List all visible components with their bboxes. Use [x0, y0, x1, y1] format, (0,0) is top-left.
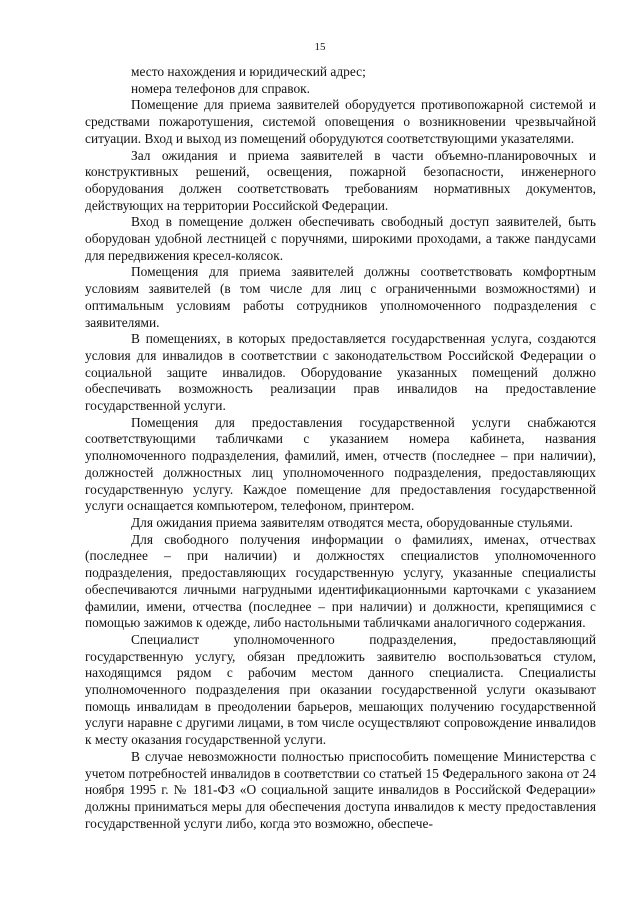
paragraph: Помещение для приема заявителей оборудуется противопожарной системой и средствами пожаротушения, системой оповещения о возникновении чрезвычайной ситуации. Вход и выход из помещений оборудуются соответствующими указателями.: [85, 97, 596, 146]
paragraph: Для свободного получения информации о фамилиях, именах, отчествах (последнее – при наличии) и должностях специалистов уполномоченного подразделения, предоставляющих государственную услугу, указанные специалисты обеспечиваются личными нагрудными идентификационными карточками с указанием фамилии, имени, отчества (последнее – при наличии) и должности, крепящимися с помощью зажимов к одежде, либо настольными табличками аналогичного содержания.: [85, 531, 596, 631]
paragraph: Помещения для предоставления государственной услуги снабжаются соответствующими табличками с указанием номера кабинета, названия уполномоченного подразделения, фамилий, имен, отчеств (последнее – при наличии), должностей должностных лиц уполномоченного подразделения, предоставляющих государственную услугу. Каждое помещение для предоставления государственной услуги оснащается компьютером, телефоном, принтером.: [85, 414, 596, 514]
paragraph: номера телефонов для справок.: [131, 80, 311, 96]
paragraph: Помещения для приема заявителей должны соответствовать комфортным условиям заявителей (в том числе для лиц с ограниченными возможностями) и оптимальным условиям работы сотрудников уполномоченного подразделения с заявителями.: [85, 264, 596, 330]
page-number: 15: [314, 41, 326, 53]
paragraph: Вход в помещение должен обеспечивать свободный доступ заявителей, быть оборудован удобной лестницей с поручнями, широкими проходами, а также пандусами для передвижения кресел-колясок.: [85, 214, 596, 263]
paragraph: Для ожидания приема заявителям отводятся места, оборудованные стульями.: [131, 514, 573, 530]
paragraph: место нахождения и юридический адрес;: [131, 64, 366, 79]
paragraph: Зал ожидания и приема заявителей в части объемно-планировочных и конструктивных решений, освещения, пожарной безопасности, инженерного оборудования должен соответствовать требованиям нормативных документов, действующих на территории Российской Федерации.: [85, 147, 596, 213]
paragraph: В помещениях, в которых предоставляется государственная услуга, создаются условия для инвалидов в соответствии с законодательством Российской Федерации о социальной защите инвалидов. Оборудование указанных помещений должно обеспечивать возможность реализации прав инвалидов на предоставление государственной услуги.: [85, 331, 596, 414]
body-text: [85, 64, 596, 832]
paragraph: Специалист уполномоченного подразделения, предоставляющий государственную услугу, обязан предложить заявителю воспользоваться стулом, находящимся рядом с рабочим местом данного специалиста. Специалисты уполномоченного подразделения при оказании государственной услуги оказывают помощь инвалидам в преодолении барьеров, мешающих получению государственной услуги наравне с другими лицами, в том числе осуществляют сопровождение инвалидов к месту оказания государственной услуги.: [85, 631, 596, 748]
paragraph: В случае невозможности полностью приспособить помещение Министерства с учетом потребностей инвалидов в соответствии со статьей 15 Федерального закона от 24 ноября 1995 г. № 181-ФЗ «О социальной защите инвалидов в Российской Федерации» должны приниматься меры для обеспечения доступа инвалидов к месту предоставления государственной услуги либо, когда это возможно, обеспече-: [85, 748, 596, 831]
